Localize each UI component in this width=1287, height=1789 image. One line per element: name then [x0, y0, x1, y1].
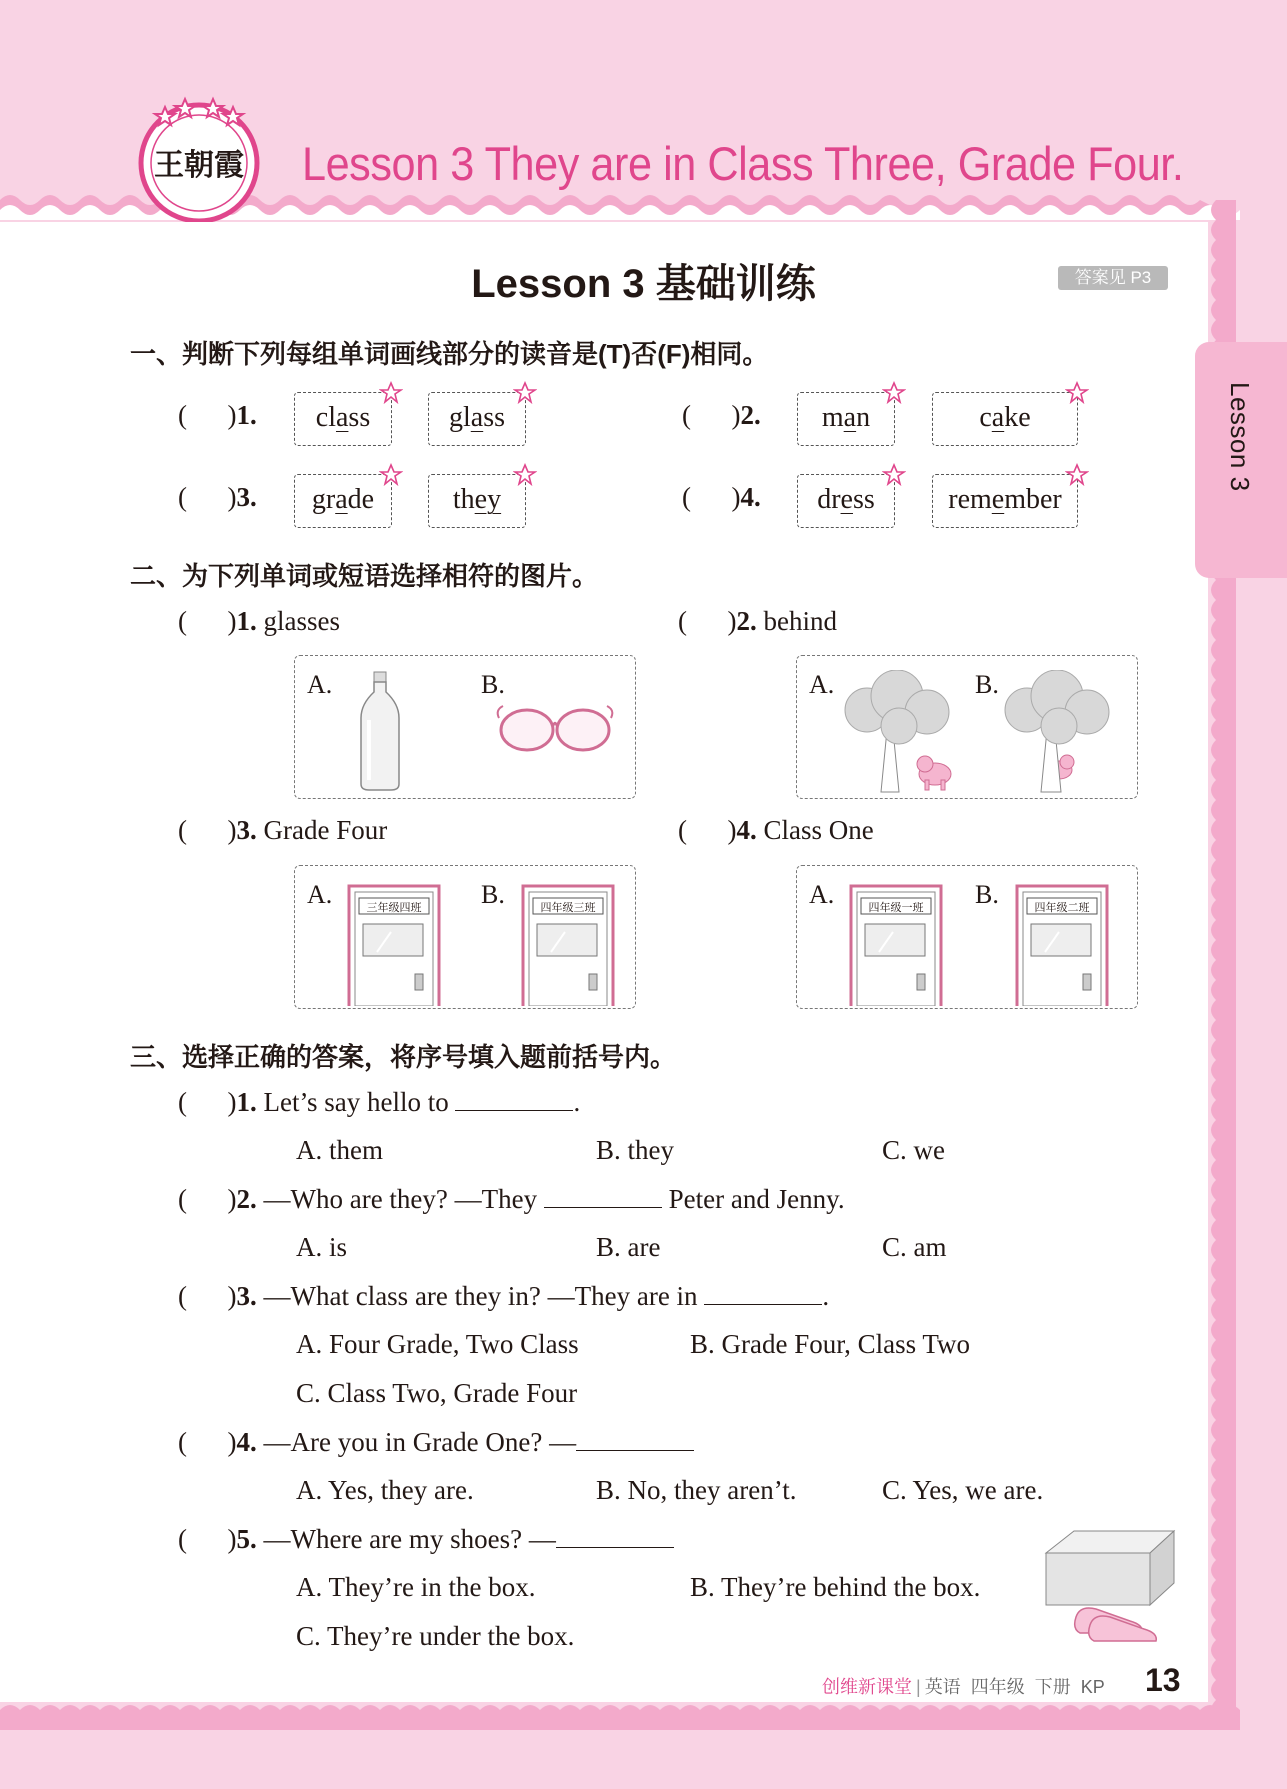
- answer-blank[interactable]: [556, 1525, 674, 1548]
- section2-title: 二、为下列单词或短语选择相符的图片。: [130, 561, 599, 591]
- box-shoes-image: [1040, 1525, 1180, 1643]
- svg-text:四年级三班: 四年级三班: [540, 901, 596, 914]
- option-b-label: B.: [975, 670, 999, 699]
- classroom-door-image: [521, 884, 615, 1006]
- answer-paren[interactable]: ( )1.: [178, 400, 257, 430]
- star-icon: [513, 463, 537, 487]
- answer-reference-badge: 答案见 P3: [1058, 266, 1168, 290]
- picture-box-grade-four: [294, 865, 636, 1009]
- answer-paren[interactable]: ( ): [678, 606, 737, 636]
- answer-paren[interactable]: ( )4.: [682, 482, 761, 512]
- option-b: B. they: [596, 1135, 674, 1165]
- option-b: B. No, they aren’t.: [596, 1475, 797, 1505]
- answer-paren[interactable]: ( ): [178, 1281, 237, 1311]
- question-2-1: ( )1. glasses: [178, 606, 340, 636]
- answer-paren[interactable]: ( )3.: [178, 482, 257, 512]
- section1-title: 一、判断下列每组单词画线部分的读音是(T)否(F)相同。: [130, 339, 769, 369]
- answer-paren[interactable]: ( ): [678, 815, 737, 845]
- header-title: Lesson 3 They are in Class Three, Grade Four.: [302, 137, 1184, 190]
- svg-text:四年级一班: 四年级一班: [868, 901, 924, 914]
- option-a: A. Four Grade, Two Class: [296, 1329, 579, 1359]
- classroom-door-image: [1015, 884, 1109, 1006]
- answer-blank[interactable]: [455, 1088, 573, 1111]
- option-c: C. Class Two, Grade Four: [296, 1378, 578, 1408]
- answer-paren[interactable]: ( ): [178, 815, 237, 845]
- question-2-4: ( )4. Class One: [678, 815, 874, 845]
- option-b-label: B.: [975, 880, 999, 909]
- word-box: glass: [428, 392, 526, 446]
- footer: 创维新课堂 | 英语 四年级 下册 KP: [822, 1677, 1105, 1697]
- option-a: A. them: [296, 1135, 383, 1165]
- section3-title: 三、选择正确的答案，将序号填入题前括号内。: [130, 1042, 677, 1072]
- answer-paren[interactable]: ( ): [178, 606, 237, 636]
- question-2-2: ( )2. behind: [678, 606, 837, 636]
- option-c: C. am: [882, 1232, 947, 1262]
- answer-paren[interactable]: ( ): [178, 1184, 237, 1214]
- option-a-label: A.: [307, 670, 333, 699]
- word-box: grade: [294, 474, 392, 528]
- svg-text:三年级四班: 三年级四班: [366, 901, 422, 914]
- word-box: they: [428, 474, 526, 528]
- question-3-2: ( )2. —Who are they? —They Peter and Jenny.: [178, 1184, 845, 1214]
- answer-paren[interactable]: ( ): [178, 1524, 237, 1554]
- option-b-label: B.: [481, 670, 505, 699]
- star-icon: [1065, 381, 1089, 405]
- question-2-3: ( )3. Grade Four: [178, 815, 388, 845]
- tree-dog-behind-image: [1003, 670, 1133, 794]
- answer-blank[interactable]: [704, 1282, 822, 1305]
- option-b-label: B.: [481, 880, 505, 909]
- footer-brand: 创维新课堂: [822, 1677, 912, 1697]
- answer-paren[interactable]: ( ): [178, 1427, 237, 1457]
- side-tab: [1195, 342, 1287, 578]
- star-icon: [513, 381, 537, 405]
- star-icon: [379, 463, 403, 487]
- water-bottle-image: [355, 670, 405, 794]
- word-box: dress: [797, 474, 895, 528]
- answer-blank[interactable]: [544, 1185, 662, 1208]
- option-c: C. Yes, we are.: [882, 1475, 1044, 1505]
- option-b: B. Grade Four, Class Two: [690, 1329, 971, 1359]
- option-a-label: A.: [307, 880, 333, 909]
- picture-box-behind: [796, 655, 1138, 799]
- answer-paren[interactable]: ( ): [178, 1087, 237, 1117]
- brand-logo-seal: [135, 95, 263, 223]
- tree-dog-front-image: [837, 670, 967, 794]
- word-box: man: [797, 392, 895, 446]
- picture-box-glasses: [294, 655, 636, 799]
- picture-box-class-one: [796, 865, 1138, 1009]
- option-a: A. Yes, they are.: [296, 1475, 474, 1505]
- question-3-4: ( )4. —Are you in Grade One? —: [178, 1427, 694, 1458]
- side-tab-label: Lesson 3: [1225, 382, 1255, 492]
- word-box: class: [294, 392, 392, 446]
- option-b: B. They’re behind the box.: [690, 1572, 981, 1602]
- option-c: C. They’re under the box.: [296, 1621, 575, 1651]
- answer-paren[interactable]: ( )2.: [682, 400, 761, 430]
- star-icon: [1065, 463, 1089, 487]
- star-icon: [379, 381, 403, 405]
- option-a-label: A.: [809, 670, 835, 699]
- lesson-title-text: Lesson 3 基础训练: [471, 262, 816, 306]
- option-a: A. is: [296, 1232, 348, 1262]
- svg-text:四年级二班: 四年级二班: [1034, 901, 1090, 914]
- answer-blank[interactable]: [576, 1428, 694, 1451]
- word-box: cake: [932, 392, 1078, 446]
- page-number: 13: [1145, 1662, 1181, 1698]
- option-a: A. They’re in the box.: [296, 1572, 536, 1602]
- option-c: C. we: [882, 1135, 945, 1165]
- word-box: remember: [932, 474, 1078, 528]
- star-icon: [882, 381, 906, 405]
- glasses-image: [495, 700, 615, 760]
- question-3-5: ( )5. —Where are my shoes? —: [178, 1524, 674, 1555]
- classroom-door-image: [347, 884, 441, 1006]
- logo-text: 王朝霞: [154, 148, 244, 183]
- classroom-door-image: [849, 884, 943, 1006]
- star-icon: [882, 463, 906, 487]
- question-3-3: ( )3. —What class are they in? —They are in .: [178, 1281, 830, 1311]
- question-3-1: ( )1. Let’s say hello to .: [178, 1087, 581, 1117]
- option-a-label: A.: [809, 880, 835, 909]
- option-b: B. are: [596, 1232, 661, 1262]
